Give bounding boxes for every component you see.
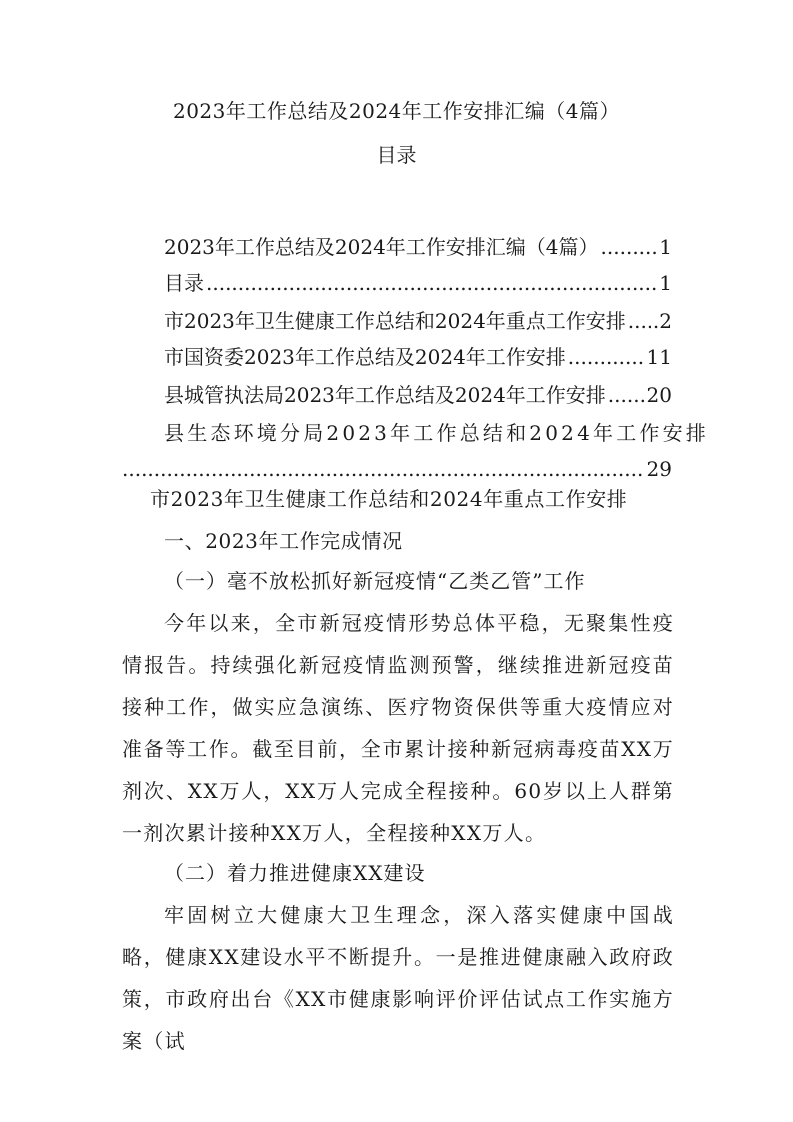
toc-entry-page: 29 bbox=[646, 457, 672, 481]
toc-entry-page: 11 bbox=[646, 345, 672, 369]
toc-entry[interactable] bbox=[164, 342, 672, 372]
heading-level-1: 一、2023年工作完成情况 bbox=[164, 529, 403, 553]
document-title: 2023年工作总结及2024年工作安排汇编（4篇） bbox=[172, 99, 621, 123]
toc-leader-dots bbox=[122, 454, 645, 484]
heading-level-2: （一）毫不放松抓好新冠疫情“乙类乙管”工作 bbox=[164, 569, 586, 593]
toc-entry-text: 2023年工作总结及2024年工作安排汇编（4篇） bbox=[164, 235, 599, 259]
toc-entry-page: .2 bbox=[652, 309, 672, 333]
toc-entry-page: 1 bbox=[659, 235, 672, 259]
toc-entry-text: 县城管执法局2023年工作总结及2024年工作安排 bbox=[164, 383, 606, 407]
toc-leader-dots bbox=[206, 268, 657, 298]
toc-leader-dots bbox=[628, 306, 651, 336]
toc-entry[interactable] bbox=[164, 306, 672, 336]
toc-entry[interactable] bbox=[164, 232, 672, 262]
section-title: 市2023年卫生健康工作总结和2024年重点工作安排 bbox=[150, 487, 628, 511]
toc-entry-text: 目录 bbox=[164, 271, 204, 295]
body-paragraph: 牢固树立大健康大卫生理念，深入落实健康中国战略，健康XX建设水平不断提升。一是推进健康融入政府政策，市政府出台《XX市健康影响评价评估试点工作实施方案（试 bbox=[122, 903, 674, 1053]
toc-entry-text: 市国资委2023年工作总结及2024年工作安排 bbox=[164, 345, 566, 369]
toc-leader-dots bbox=[568, 342, 645, 372]
heading-level-2: （二）着力推进健康XX建设 bbox=[164, 861, 426, 885]
body-paragraph: 今年以来，全市新冠疫情形势总体平稳，无聚集性疫情报告。持续强化新冠疫情监测预警，继续推进新冠疫苗接种工作，做实应急演练、医疗物资保供等重大疫情应对准备等工作。截至目前，全市累计接种新冠病毒疫苗XX万剂次、XX万人，XX万人完成全程接种。60岁以上人群第一剂次累计接种XX万人，全程接种XX万人。 bbox=[122, 611, 674, 845]
toc-entry[interactable] bbox=[164, 380, 672, 410]
toc-entry-text: 市2023年卫生健康工作总结和2024年重点工作安排 bbox=[164, 309, 626, 333]
toc-entry-text: 县生态环境分局2023年工作总结和2024年工作安排 bbox=[164, 421, 709, 445]
toc-leader-dots bbox=[601, 232, 658, 262]
toc-heading: 目录 bbox=[376, 143, 417, 167]
toc-entry-continuation[interactable] bbox=[122, 454, 672, 484]
toc-entry[interactable] bbox=[164, 268, 672, 298]
toc-entry-page: 20 bbox=[646, 383, 672, 407]
toc-entry[interactable] bbox=[164, 418, 709, 448]
toc-entry-page: 1 bbox=[659, 271, 672, 295]
toc-leader-dots bbox=[608, 380, 645, 410]
